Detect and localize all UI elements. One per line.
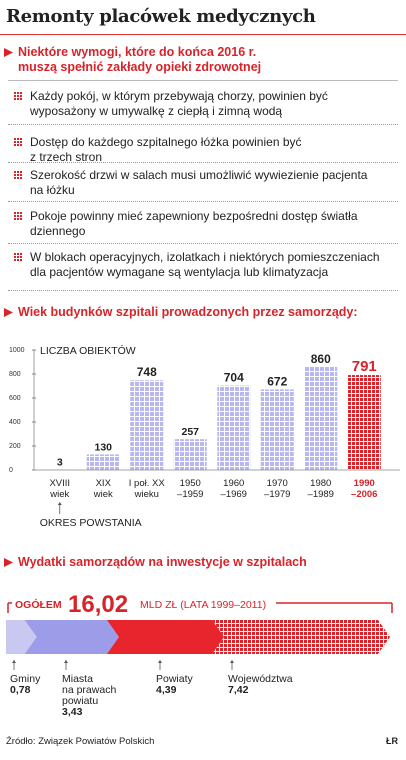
bar bbox=[261, 389, 294, 470]
bar-value-label: 257 bbox=[181, 426, 200, 439]
total-value: 16,02 bbox=[68, 591, 129, 618]
building-age-chart bbox=[0, 322, 406, 547]
total-prefix: OGÓŁEM bbox=[15, 599, 62, 611]
x-axis-title: OKRES POWSTANIA bbox=[39, 517, 142, 529]
credit: ŁR bbox=[386, 736, 398, 746]
total-suffix: MLD ZŁ (LATA 1999–2011) bbox=[140, 599, 267, 611]
x-tick-label: 1960 bbox=[223, 478, 245, 489]
x-tick-label: –1969 bbox=[220, 489, 247, 500]
arrow-right-icon bbox=[4, 308, 13, 317]
bar bbox=[304, 367, 337, 470]
grid-bullet-icon bbox=[14, 171, 23, 180]
divider bbox=[8, 243, 398, 244]
bar-value-label: 704 bbox=[223, 370, 244, 385]
requirement-text bbox=[30, 89, 400, 119]
x-tick-label: –1959 bbox=[177, 489, 204, 500]
investment-heading-text: Wydatki samorządów na inwestycje w szpitalach bbox=[18, 555, 307, 569]
segment-name: Gminy bbox=[10, 673, 41, 685]
bar-value-label: 3 bbox=[56, 456, 63, 469]
stack-segment bbox=[212, 620, 390, 654]
stack-segment bbox=[25, 620, 119, 654]
x-tick-label: –2006 bbox=[351, 489, 378, 500]
page-title: Remonty placówek medycznych bbox=[6, 6, 316, 27]
arrow-up-icon bbox=[58, 502, 62, 505]
grid-bullet-icon bbox=[14, 138, 23, 147]
y-tick-label: 600 bbox=[9, 395, 21, 402]
y-tick-label: 800 bbox=[9, 371, 21, 378]
divider bbox=[8, 124, 398, 125]
requirement-line: Pokoje powinny mieć zapewniony bezpośredni dostęp światła bbox=[30, 209, 358, 223]
requirement-line: Dostęp do każdego szpitalnego łóżka powinien być bbox=[30, 135, 302, 149]
arrow-up-icon bbox=[64, 660, 68, 663]
y-tick-label: 200 bbox=[9, 443, 21, 450]
bar bbox=[87, 454, 120, 470]
x-tick-label: 1950 bbox=[179, 478, 201, 489]
segment-name: Województwa bbox=[228, 673, 293, 685]
grid-bullet-icon bbox=[14, 253, 23, 262]
segment-name: Powiaty bbox=[156, 673, 193, 685]
arrow-up-icon bbox=[230, 660, 234, 663]
x-tick-label: 1980 bbox=[310, 478, 332, 489]
x-tick-label: –1989 bbox=[307, 489, 334, 500]
y-axis-title: LICZBA OBIEKTÓW bbox=[40, 345, 136, 357]
requirement-line: dziennego bbox=[30, 224, 86, 238]
requirement-text bbox=[30, 135, 400, 165]
requirement-line: dla pacjentów wymagane są wentylacja lub klimatyzacja bbox=[30, 265, 329, 279]
segment-value: 4,39 bbox=[156, 684, 177, 696]
bar-value-label: 860 bbox=[310, 351, 331, 366]
x-tick-label: XIX bbox=[95, 478, 111, 489]
divider bbox=[8, 162, 398, 163]
y-tick-label: 0 bbox=[9, 467, 13, 474]
x-tick-label: I poł. XX bbox=[128, 478, 165, 489]
segment-value: 0,78 bbox=[10, 684, 31, 696]
requirement-line: W blokach operacyjnych, izolatkach i niektórych pomieszczeniach bbox=[30, 250, 380, 264]
x-tick-label: wiek bbox=[50, 489, 70, 500]
bar-value-label: 748 bbox=[136, 365, 157, 380]
bar bbox=[217, 386, 250, 470]
y-tick-label: 400 bbox=[9, 419, 21, 426]
requirement-text bbox=[30, 250, 400, 280]
requirement-line: na łóżku bbox=[30, 183, 75, 197]
segment-value: 3,43 bbox=[62, 706, 83, 718]
x-tick-label: wieku bbox=[134, 489, 159, 500]
bar bbox=[348, 375, 381, 470]
grid-bullet-icon bbox=[14, 212, 23, 221]
bar-value-label: 672 bbox=[267, 374, 288, 389]
grid-bullet-icon bbox=[14, 92, 23, 101]
x-tick-label: 1970 bbox=[266, 478, 288, 489]
stack-segment bbox=[107, 620, 224, 654]
requirement-line: Szerokość drzwi w salach musi umożliwić wywiezienie pacjenta bbox=[30, 168, 368, 182]
requirements-heading-line2: muszą spełnić zakłady opieki zdrowotnej bbox=[18, 60, 262, 74]
divider bbox=[8, 290, 398, 291]
segment-value: 7,42 bbox=[228, 684, 249, 696]
arrow-up-icon bbox=[158, 660, 162, 663]
segment-name: powiatu bbox=[62, 695, 99, 707]
requirement-text bbox=[30, 168, 400, 198]
segment-name: Miasta bbox=[62, 673, 93, 685]
arrow-right-icon bbox=[4, 558, 13, 567]
requirement-line: Każdy pokój, w którym przebywają chorzy, powinien być bbox=[30, 89, 328, 103]
y-tick-label: 1000 bbox=[9, 347, 25, 354]
bar bbox=[130, 380, 163, 470]
source-note: Źródło: Związek Powiatów Polskich bbox=[6, 736, 155, 747]
arrow-up-icon bbox=[12, 660, 16, 663]
requirement-line: z trzech stron bbox=[30, 150, 103, 164]
requirement-line: wyposażony w umywalkę z ciepłą i zimną wodą bbox=[30, 104, 283, 118]
x-tick-label: wiek bbox=[93, 489, 113, 500]
bar-value-label: 791 bbox=[351, 358, 377, 376]
x-tick-label: –1979 bbox=[264, 489, 291, 500]
investment-chart bbox=[0, 580, 406, 730]
divider bbox=[8, 80, 398, 81]
x-tick-label: 1990 bbox=[353, 478, 375, 489]
building-age-heading-text: Wiek budynków szpitali prowadzonych przez samorządy: bbox=[18, 305, 358, 319]
title-divider bbox=[0, 34, 406, 35]
x-tick-label: XVIII bbox=[49, 478, 71, 489]
requirement-text bbox=[30, 209, 400, 239]
bar bbox=[174, 439, 207, 470]
divider bbox=[8, 201, 398, 202]
requirements-heading-line1: Niektóre wymogi, które do końca 2016 r. bbox=[18, 45, 257, 59]
bar-value-label: 130 bbox=[94, 441, 113, 454]
segment-name: na prawach bbox=[62, 684, 117, 696]
arrow-right-icon bbox=[4, 48, 13, 57]
